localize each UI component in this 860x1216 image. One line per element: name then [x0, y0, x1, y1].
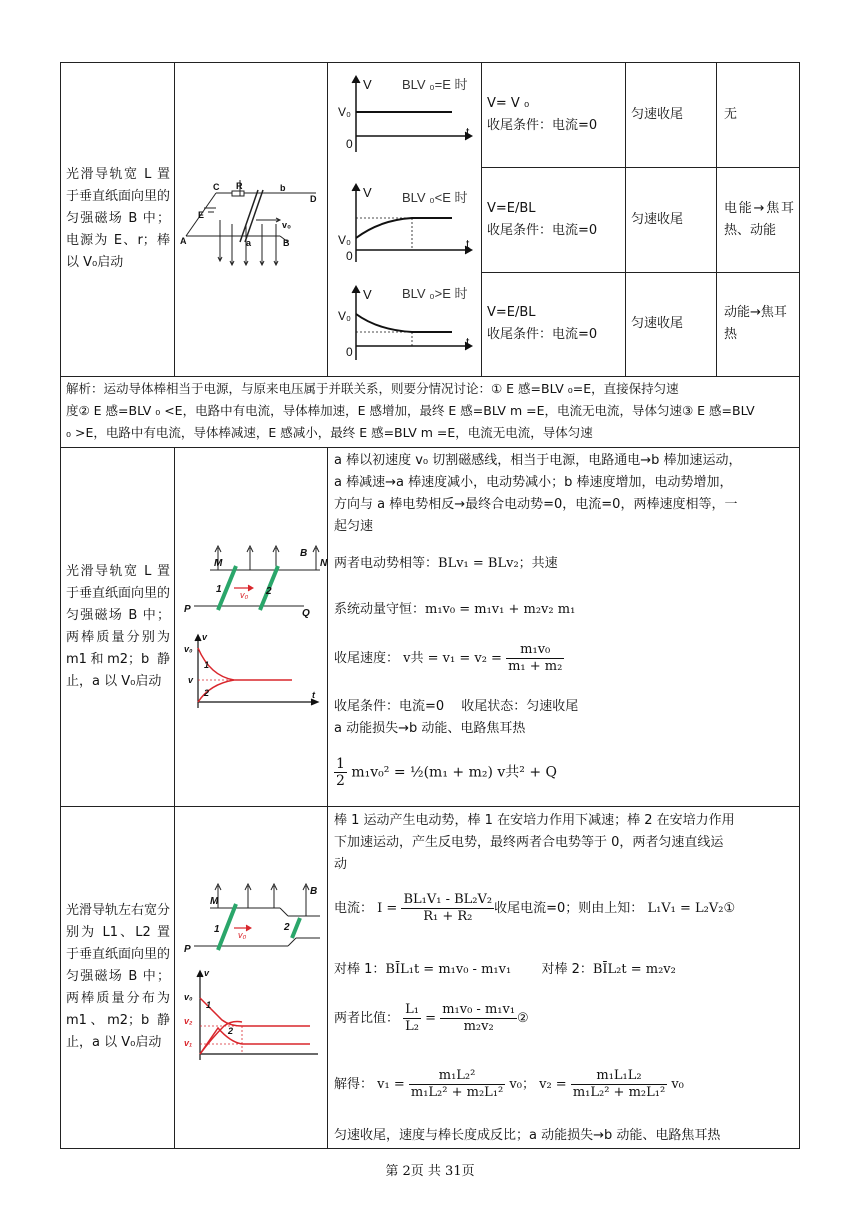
row2-final-label: 收尾速度：: [334, 651, 400, 666]
row2-momentum-formula: m₁v₀ = m₁v₁ + m₂v₂ m₁: [425, 602, 576, 617]
diagram-label-R: R: [236, 181, 243, 191]
row3-ratio-left: [403, 1002, 421, 1035]
graph-r2-1: 1: [204, 660, 210, 670]
row2-description: [334, 450, 798, 538]
graph1-v-axis: V: [363, 77, 372, 92]
velocity-graph-2: [332, 180, 478, 264]
row2-desc-3: 方向与 a 棒电势相反→最终合电动势=0，电流=0，两棒速度相等，一: [334, 497, 738, 512]
row2-final-den: m₁ + m₂: [508, 659, 563, 674]
row2-desc-2: a 棒减速→a 棒速度减小，电动势减小；b 棒速度增加，电动势增加，: [334, 475, 733, 490]
diagram-label-C: C: [213, 182, 220, 192]
graph-r3-v1: v₁: [184, 1038, 193, 1048]
row3-ratio-tail: ②: [517, 1011, 529, 1026]
row3-ratio-lnum: L₁: [405, 1002, 420, 1017]
vline-r2-a: [174, 447, 175, 1148]
rails2-label-v0: v₀: [240, 590, 249, 600]
rails2-label-2: 2: [266, 586, 272, 597]
diagram-label-a: a: [246, 238, 252, 248]
row2-emf-formula: BLv₁ = BLv₂；共速: [438, 556, 558, 571]
diagram-label-E: E: [198, 210, 205, 220]
rule-row1-end: [60, 376, 800, 377]
graph-r2-2: 2: [204, 688, 210, 698]
row3-v2-den: m₁L₂² + m₂L₁²: [572, 1085, 666, 1100]
row3-v2-tail: v₀: [671, 1077, 684, 1092]
velocity-graph-1: [332, 72, 478, 156]
case2-result-cell: [487, 167, 623, 272]
case2-result: V=E/BL: [487, 200, 536, 216]
graph3-v-axis: V: [363, 287, 372, 302]
row2-emf: [334, 552, 558, 571]
case3-energy: 动能→焦耳热: [724, 305, 787, 342]
row2-energy-formula: m₁v₀² = ½(m₁ + m₂) v共² + Q: [351, 764, 558, 781]
case2-motion-cell: [631, 167, 715, 272]
row3-v1-tail: v₀；: [509, 1077, 535, 1092]
row3-solution: [334, 1068, 684, 1101]
graph-r2-t: t: [312, 690, 315, 700]
row3-current-label: 电流：: [334, 901, 374, 916]
row3-v1-fraction: [409, 1068, 505, 1101]
row3-ratio-label: 两者比值：: [334, 1011, 400, 1026]
case2-energy-cell: [724, 167, 794, 272]
case1-motion-cell: [631, 62, 715, 167]
graph-r3-1: 1: [206, 1000, 212, 1010]
row2-emf-label: 两者电动势相等：: [334, 556, 439, 571]
case1-condition: 收尾条件：电流=0: [487, 117, 598, 133]
vline-r1-b: [327, 62, 328, 376]
row3-v2-lhs: v₂ =: [539, 1077, 567, 1092]
row2-energy-text: a 动能损失→b 动能、电路焦耳热: [334, 721, 526, 736]
rule-row2-end: [60, 806, 800, 807]
row3-condition-text: 光滑导轨左右宽分别为 L1、L2 置于垂直纸面向里的匀强磁场 B 中；两棒质量分布为 m1、m2；b 静止，a 以 V₀启动: [66, 903, 171, 1050]
graph2-zero: 0: [346, 249, 353, 263]
case1-energy: 无: [724, 106, 738, 122]
border-right: [799, 62, 800, 1148]
vline-r1-e: [716, 62, 717, 376]
row3-ratio-rden: m₂v₂: [463, 1019, 494, 1034]
rails3-label-P: P: [184, 944, 191, 955]
graph2-v-axis: V: [363, 185, 372, 200]
case2-condition: 收尾条件：电流=0: [487, 222, 598, 238]
rule-bottom: [60, 1148, 800, 1149]
graph-r3-v2: v₂: [184, 1016, 193, 1026]
rails2-label-1: 1: [216, 584, 222, 595]
analysis: [66, 378, 796, 446]
row2-momentum: [334, 598, 575, 617]
diagram-label-v0: v₀: [282, 220, 292, 230]
row3-current-fraction: [401, 892, 494, 925]
row3-current-tail: 收尾电流=0；则由上知：: [494, 901, 644, 916]
velocity-graph-row2: [182, 632, 322, 712]
rails2-label-N: N: [320, 558, 328, 569]
graph2-t: t: [466, 237, 470, 251]
graph3-v0: V₀: [338, 309, 351, 323]
case1-energy-cell: [724, 62, 796, 167]
graph-r2-v: v: [202, 632, 208, 642]
diagram-label-A: A: [180, 236, 187, 246]
diagram-label-b: b: [280, 183, 286, 193]
case2-energy: 电能→焦耳热、动能: [724, 200, 794, 238]
case1-result: V= V ₀: [487, 95, 530, 111]
row3-v1-den: m₁L₂² + m₂L₁²: [410, 1085, 504, 1100]
rails-diagram-row3: [180, 880, 326, 958]
case3-motion-cell: [631, 272, 715, 376]
case3-motion: 匀速收尾: [631, 316, 684, 331]
rails-diagram-row2: [180, 540, 326, 618]
graph-r2-vlevel: v: [188, 675, 194, 685]
graph-r2-v0: v₀: [184, 644, 193, 654]
case1-motion: 匀速收尾: [631, 106, 684, 122]
row3-condition: [66, 806, 170, 1148]
case3-result: V=E/BL: [487, 305, 536, 320]
row3-ratio-right: [440, 1002, 517, 1035]
graph2-v0: V₀: [338, 233, 351, 247]
row2-desc-4: 起匀速: [334, 519, 374, 534]
row3-current-den: R₁ + R₂: [423, 909, 473, 924]
row3-ratio-lden: L₂: [405, 1019, 420, 1034]
graph1-v0: V₀: [338, 105, 351, 119]
row2-energy-eq: $\frac{1}{2}$ m₁v₀² = ½(m₁ + m₂) v共² + Q: [336, 756, 558, 789]
rails2-label-P: P: [184, 604, 191, 615]
row3-v1-num: m₁L₂²: [409, 1068, 505, 1085]
row3-v2-fraction: [571, 1068, 667, 1101]
vline-r1-a: [174, 62, 175, 376]
graph-r3-2: 2: [228, 1026, 234, 1036]
vline-r2-b: [327, 447, 328, 1148]
row1-condition: [66, 62, 170, 376]
row3-v1-lhs: v₁ =: [377, 1077, 405, 1092]
row3-v2-num: m₁L₁L₂: [571, 1068, 667, 1085]
row3-rod1-formula: BĪL₁t = m₁v₀ - m₁v₁: [385, 962, 512, 977]
rails3-label-1: 1: [214, 924, 220, 935]
row2-condition-text: 光滑导轨宽 L 置于垂直纸面向里的匀强磁场 B 中；两棒质量分别为 m1和m2；b 静止，a 以 V₀启动: [66, 563, 171, 689]
row2-final-speed: [334, 642, 564, 675]
row3-desc-2: 下加速运动，产生反电势，最终两者合电势等于 0，两者匀速直线运: [334, 835, 724, 850]
row2-condition: [66, 447, 170, 806]
diagram-label-D: D: [310, 194, 317, 204]
row3-current-num: BL₁V₁ - BL₂V₂: [403, 892, 493, 907]
analysis-line-2: 度② E 感=BLV ₀ <E，电路中有电流，导体棒加速，E 感增加，最终 E 感=BLV m =E，电流无电流，导体匀速③ E 感=BLV: [66, 403, 755, 418]
row2-final-lhs: v共 = v₁ = v₂ =: [403, 651, 502, 666]
row3-desc-1: 棒 1 运动产生电动势，棒 1 在安培力作用下减速；棒 2 在安培力作用: [334, 813, 735, 828]
row2-desc-1: a 棒以初速度 v₀ 切割磁感线，相当于电源，电路通电→b 棒加速运动，: [334, 453, 742, 468]
rails2-label-M: M: [214, 558, 223, 569]
row3-current-lhs: I =: [377, 901, 398, 916]
row2-tail-text: 收尾条件：电流=0 收尾状态：匀速收尾: [334, 699, 579, 714]
analysis-line-1: 解析：运动导体棒相当于电源，与原来电压属于并联关系，则要分情况讨论：① E 感=BLV ₀=E，直接保持匀速: [66, 381, 679, 396]
row3-rod2-formula: BĪL₂t = m₂v₂: [592, 962, 676, 977]
row3-rod2-label: 对棒 2：: [541, 962, 593, 977]
circuit-diagram-row1: [180, 180, 325, 270]
row3-rods: [334, 958, 676, 977]
vline-r1-d: [625, 62, 626, 376]
page-footer: 第 2页 共 31页: [385, 1164, 475, 1179]
rails3-label-v0: v₀: [238, 930, 247, 940]
graph1-t: t: [466, 125, 470, 139]
diagram-label-B: B: [283, 238, 290, 248]
vline-r1-c: [481, 62, 482, 376]
analysis-line-3: ₀ >E，电路中有电流，导体棒减速，E 感减小，最终 E 感=BLV m =E，电流无电流，导体匀速: [66, 425, 593, 440]
graph2-title: BLV ₀<E 时: [402, 190, 468, 205]
rails3-label-M: M: [210, 896, 219, 907]
row3-current: [334, 892, 735, 925]
row3-description: [334, 810, 798, 876]
row3-desc-3: 动: [334, 857, 348, 872]
case3-energy-cell: [724, 272, 794, 376]
graph1-zero: 0: [346, 137, 353, 151]
graph1-title: BLV ₀=E 时: [402, 77, 468, 92]
rails3-label-B: B: [310, 886, 318, 897]
graph3-zero: 0: [346, 345, 353, 359]
row3-summary: [334, 1125, 720, 1147]
row1-condition-text: 光滑导轨宽 L 置于垂直纸面向里的匀强磁场 B 中；电源为 E、r；棒以 V₀启动: [66, 167, 171, 270]
graph-r3-v: v: [204, 968, 210, 978]
row2-final-num: m₁v₀: [506, 642, 564, 659]
row3-current-result: L₁V₁ = L₂V₂①: [647, 901, 736, 916]
rule-analysis-end: [60, 447, 800, 448]
row2-tail: [334, 696, 578, 740]
rails2-label-Q: Q: [302, 608, 310, 619]
velocity-graph-3: [332, 282, 478, 366]
rails3-label-2: 2: [284, 922, 290, 933]
case3-condition: 收尾条件：电流=0: [487, 327, 598, 342]
case2-motion: 匀速收尾: [631, 211, 684, 227]
case3-result-cell: [487, 272, 623, 376]
row3-ratio: 两者比值： $\frac{\text{L₁}}{\text{L₂}}$ = $\frac{\text{m₁v₀ - m₁v₁}}{\text{m₂v₂}}$ ②: [334, 1002, 529, 1034]
row3-summary-text: 匀速收尾，速度与棒长度成反比；a 动能损失→b 动能、电路焦耳热: [334, 1128, 721, 1143]
graph3-t: t: [466, 335, 470, 349]
rails2-label-B: B: [300, 548, 308, 559]
border-left: [60, 62, 61, 1148]
row3-rod1-label: 对棒 1：: [334, 962, 386, 977]
row3-solve-label: 解得：: [334, 1077, 374, 1092]
graph3-title: BLV ₀>E 时: [402, 286, 468, 301]
row2-momentum-label: 系统动量守恒：: [334, 602, 426, 617]
velocity-graph-row3: [182, 968, 322, 1062]
graph-r3-v0: v₀: [184, 992, 193, 1002]
row3-ratio-rnum: m₁v₀ - m₁v₁: [442, 1002, 516, 1017]
row2-final-fraction: [506, 642, 564, 675]
case1-result-cell: [487, 62, 623, 167]
